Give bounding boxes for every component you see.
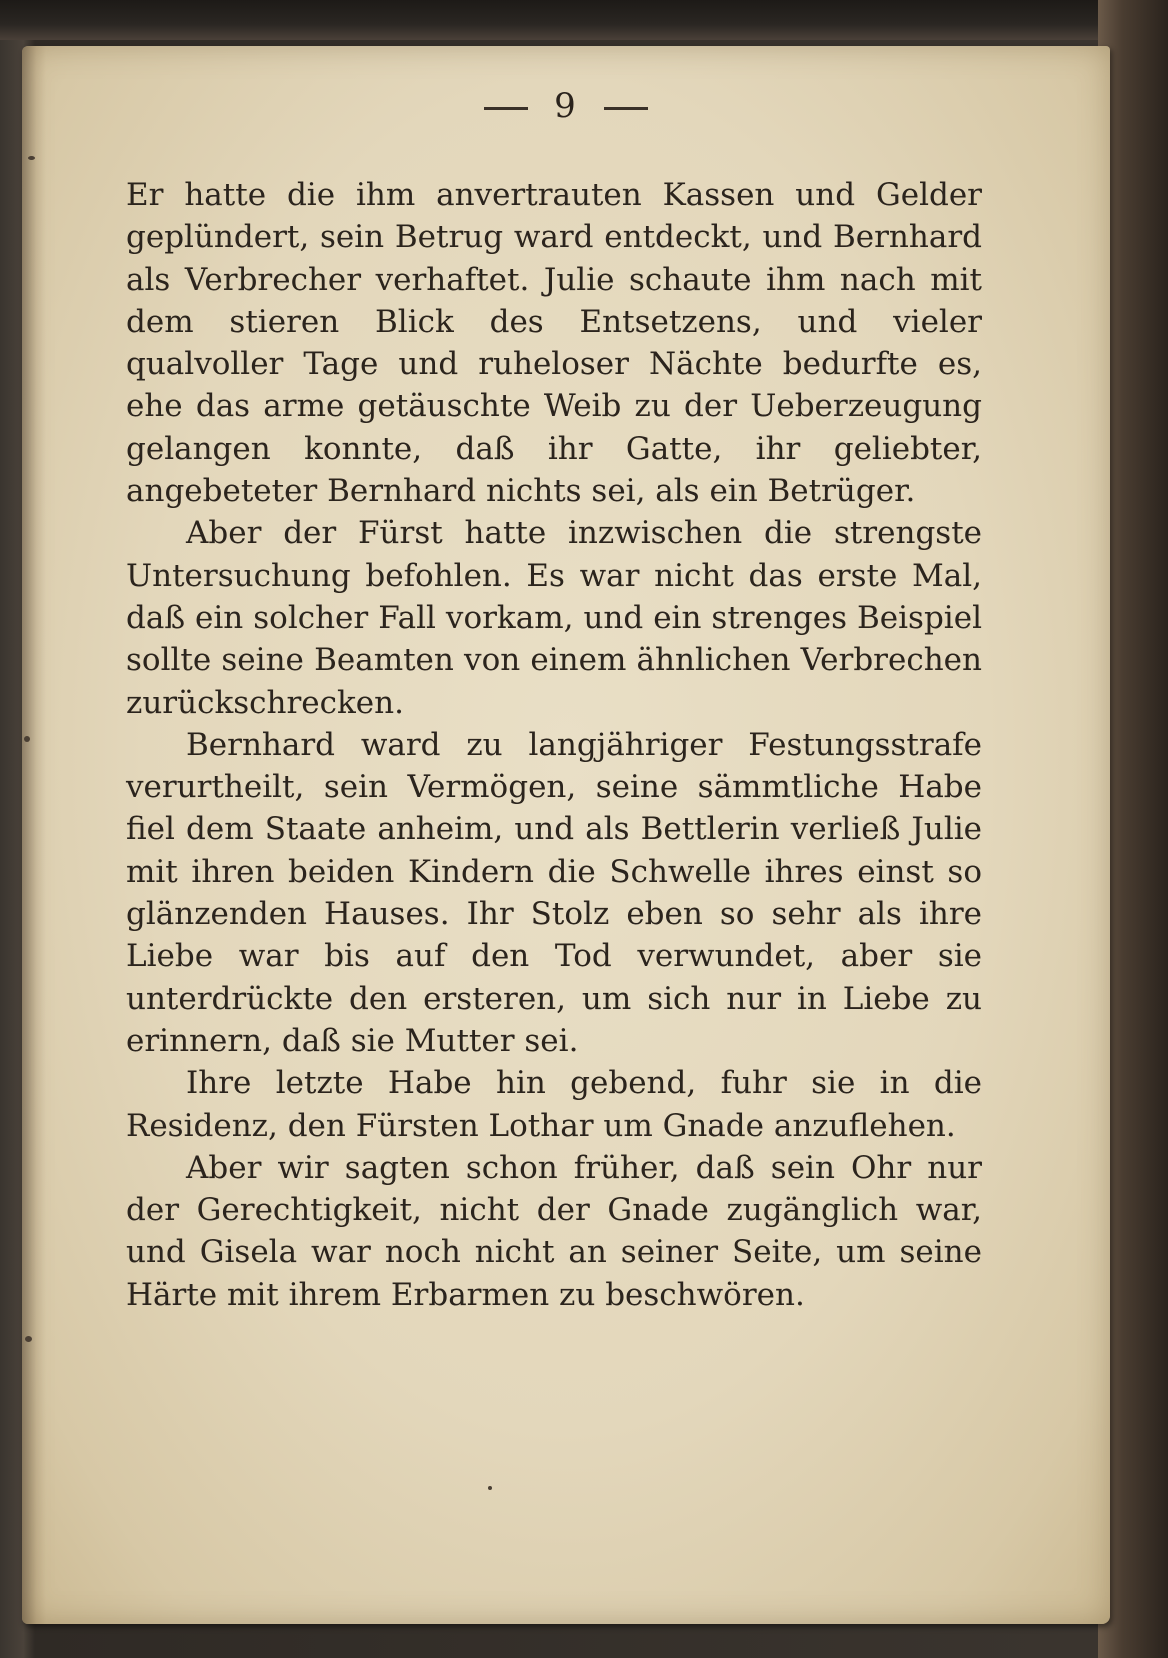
paragraph: Aber wir sagten schon früher, daß sein Ohr nur der Gerechtigkeit, nicht der Gnade zugänglich war, und Gisela war noch nicht an seiner Seite, um seine Härte mit ihrem Erbarmen zu beschwören. [126,1149,982,1313]
body-text [126,174,982,1316]
paragraph: Bernhard ward zu langjähriger Festungsstrafe verurtheilt, sein Vermögen, seine sämmtliche Habe fiel dem Staate anheim, und als Bettlerin verließ Julie mit ihren beiden Kindern die Schwelle ihres einst so glänzenden Hauses. Ihr Stolz eben so sehr als ihre Liebe war bis auf den Tod verwundet, aber sie unterdrückte den ersteren, um sich nur in Liebe zu erinnern, daß sie Mutter sei. [126,726,982,1059]
paragraph: Aber der Fürst hatte inzwischen die strengste Untersuchung befohlen. Es war nicht das erste Mal, daß ein solcher Fall vorkam, und ein strenges Beispiel sollte seine Beamten von einem ähnlichen Verbrechen zurückschrecken. [126,515,982,721]
paper-speck [24,736,30,742]
book-cover-top-edge [0,0,1168,40]
book-page [22,46,1110,1624]
paper-speck [488,1486,492,1490]
page-number: 9 [554,86,578,126]
paper-speck [28,156,35,160]
header-dash-left [484,107,528,110]
header-dash-right [604,107,648,110]
paragraph: Ihre letzte Habe hin gebend, fuhr sie in die Residenz, den Fürsten Lothar um Gnade anzuflehen. [126,1065,982,1144]
paragraph: Er hatte die ihm anvertrauten Kassen und Gelder geplündert, sein Betrug ward entdeckt, und Bernhard als Verbrecher verhaftet. Julie schaute ihm nach mit dem stieren Blick des Entsetzens, und vieler qualvoller Tage und ruheloser Nächte bedurfte es, ehe das arme getäuschte Weib zu der Ueberzeugung gelangen konnte, daß ihr Gatte, ihr geliebter, angebeteter Bernhard nichts sei, als ein Betrüger. [126,177,982,510]
paper-speck [25,1336,32,1342]
page-header [22,86,1110,126]
page-gutter-shadow [22,46,46,1624]
